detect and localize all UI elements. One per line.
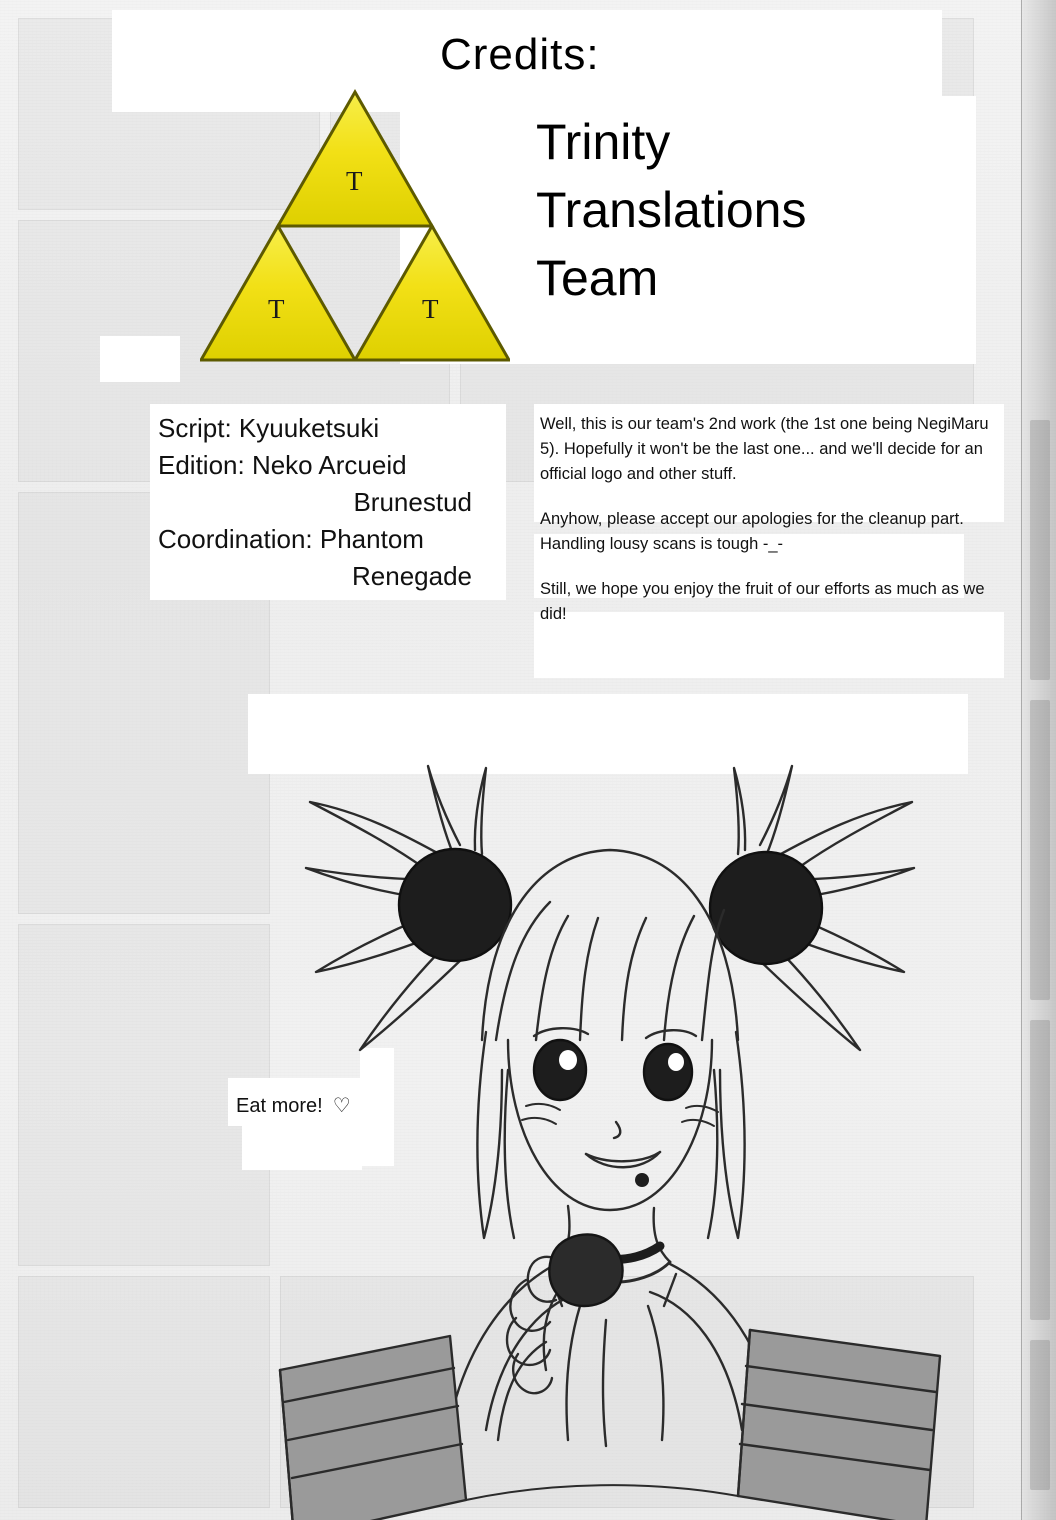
- triforce-letter-top: T: [346, 166, 363, 196]
- team-name: [536, 108, 806, 312]
- girl-reading-manga-illustration: [250, 740, 970, 1520]
- credit-line-edition-cont: Brunestud: [353, 486, 472, 517]
- page-edge-strip: [1030, 420, 1050, 680]
- note-paragraph-3: Still, we hope you enjoy the fruit of our efforts as much as we did!: [540, 580, 985, 624]
- ghost-panel: [18, 1276, 270, 1508]
- triforce-letter-right: T: [422, 294, 439, 324]
- team-name-line-3: Team: [536, 250, 659, 306]
- credit-line-script: Script: Kyuuketsuki: [158, 413, 380, 443]
- eat-more-caption: [236, 1093, 351, 1118]
- triforce-logo: [200, 88, 510, 364]
- eat-more-text: Eat more!: [236, 1095, 323, 1117]
- page-edge-strip: [1030, 700, 1050, 1000]
- girl-illustration-svg: [250, 740, 970, 1520]
- credit-line-coordination-cont: Renegade: [352, 560, 472, 591]
- heart-icon: ♡: [332, 1095, 351, 1117]
- triforce-icon: [200, 88, 510, 364]
- note-paragraph-1: Well, this is our team's 2nd work (the 1st one being NegiMaru 5). Hopefully it won't be the last one... and we'll decide for an official logo and other stuff.: [540, 415, 989, 484]
- note-paragraph-2: Anyhow, please accept our apologies for the cleanup part. Handling lousy scans is tough -_-: [540, 510, 964, 554]
- page-edge-strip: [1030, 1340, 1050, 1490]
- credits-list: [158, 410, 498, 595]
- team-name-line-2: Translations: [536, 182, 807, 238]
- team-name-line-1: Trinity: [536, 114, 671, 170]
- whiteout-box: [100, 336, 180, 382]
- credit-line-edition: Edition: Neko Arcueid: [158, 449, 407, 480]
- team-notes: [540, 412, 996, 628]
- triforce-letter-left: T: [268, 294, 285, 324]
- credit-line-coordination: Coordination: Phantom: [158, 523, 424, 554]
- page-edge-strip: [1030, 1020, 1050, 1320]
- page-title: Credits:: [440, 30, 600, 79]
